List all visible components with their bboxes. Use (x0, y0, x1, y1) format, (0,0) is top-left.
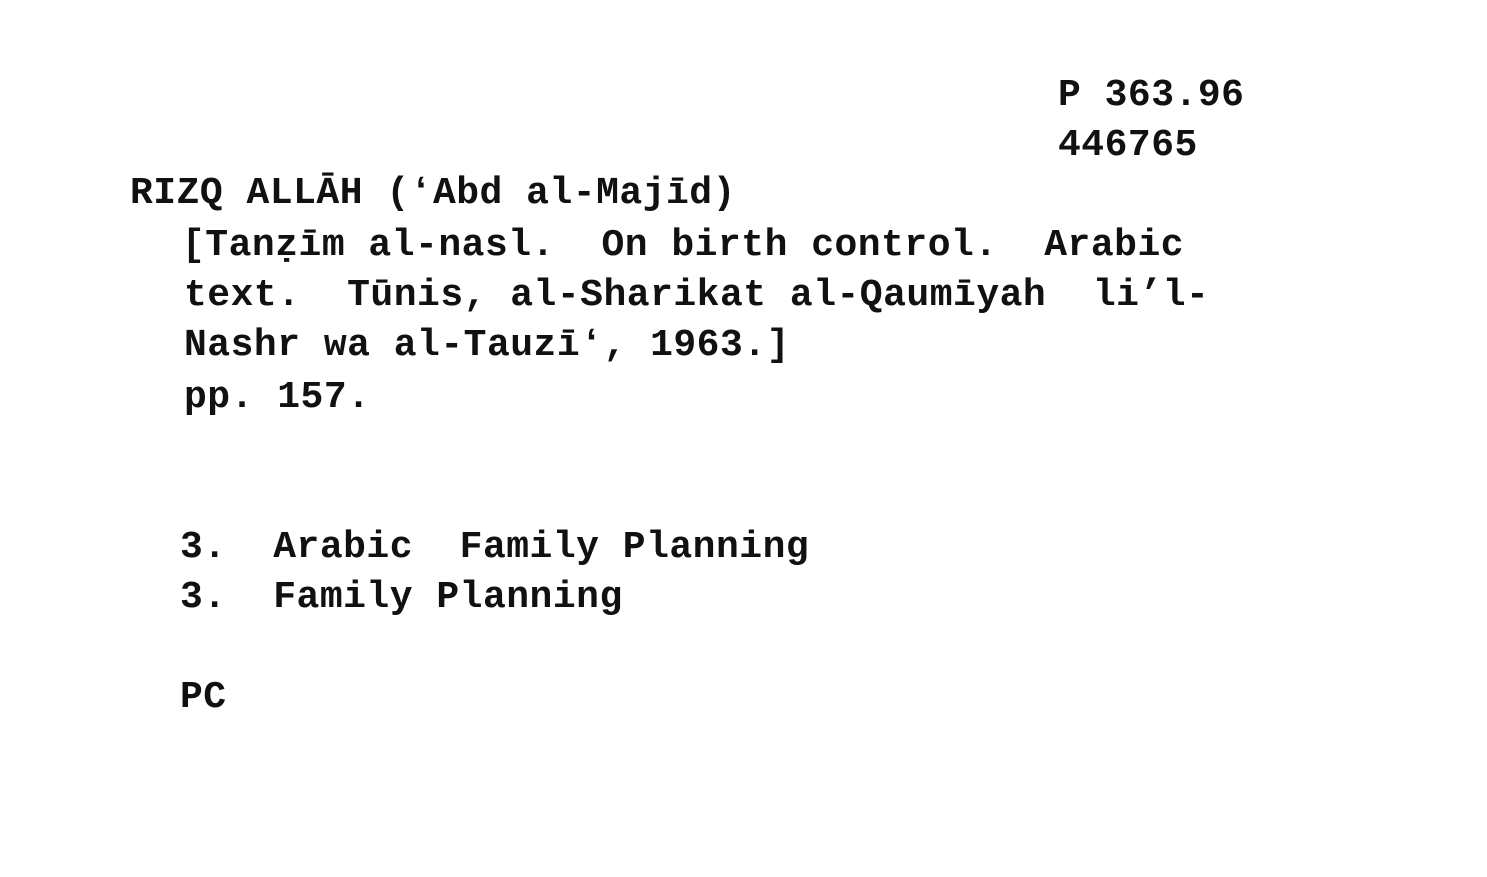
subject-entry-1: 3. Arabic Family Planning (180, 526, 810, 569)
author-heading: RIZQ ALLĀH (ʻAbd al-Majīd) (130, 172, 736, 215)
description-line-3: Nashr wa al-Tauzīʻ, 1963.] (184, 324, 790, 367)
pagination-line: pp. 157. (184, 376, 371, 419)
description-line-1: [Tanẓīm al-nasl. On birth control. Arabic (182, 224, 1185, 267)
description-line-2: text. Tūnis, al-Sharikat al-Qaumīyah li’l- (184, 274, 1210, 317)
subject-entry-2: 3. Family Planning (180, 576, 623, 619)
card-code: PC (180, 676, 227, 719)
call-number-line-2: 446765 (1058, 124, 1198, 167)
call-number-line-1: P 363.96 (1058, 74, 1245, 117)
